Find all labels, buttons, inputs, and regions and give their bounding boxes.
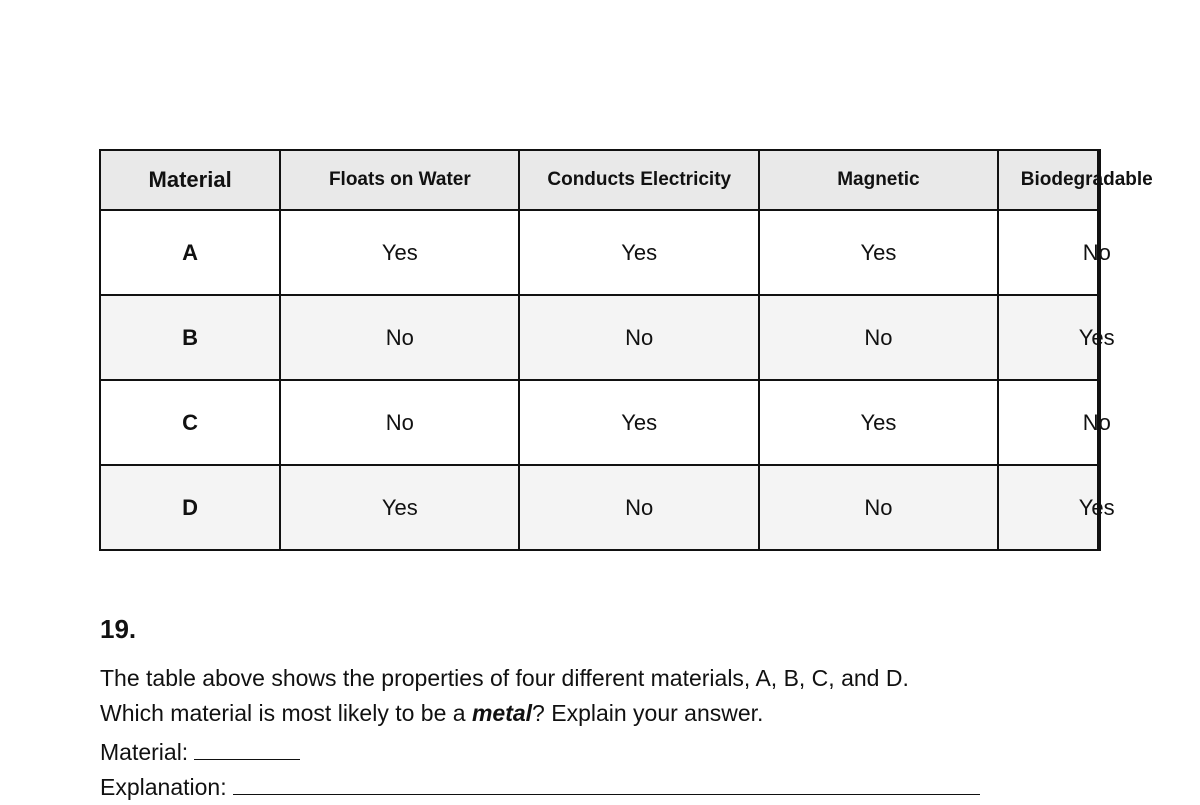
question-block [100,614,980,805]
conducts-value: Yes [519,380,759,465]
floats-value: No [280,295,519,380]
question-line-1: The table above shows the properties of four different materials, A, B, C, and D. [100,665,909,691]
metal-emphasis: metal [471,700,533,726]
header-magnetic: Magnetic [759,150,998,210]
header-biodegradable-cell [998,150,1153,210]
biodegradable-cell [998,465,1115,550]
properties-table [99,149,1153,551]
biodegradable-value: Yes [1078,494,1115,520]
biodegradable-cell [998,295,1115,380]
question-text [100,661,980,731]
conducts-value: Yes [519,210,759,295]
table-row [100,380,1098,465]
material-label: D [100,465,280,550]
material-label: B [100,295,280,380]
header-floats-on-water: Floats on Water [280,150,519,210]
biodegradable-cell [998,380,1111,465]
floats-value: Yes [280,465,519,550]
biodegradable-cell [998,210,1111,295]
material-label: A [100,210,280,295]
material-answer-blank[interactable] [194,737,300,760]
header-conducts-electricity: Conducts Electricity [519,150,759,210]
floats-value: No [280,380,519,465]
table-row [100,295,1098,380]
header-row [100,150,1098,210]
explanation-answer-blank[interactable] [233,772,980,795]
biodegradable-value: Yes [1078,324,1115,350]
conducts-value: No [519,295,759,380]
material-answer-line [100,735,980,770]
properties-grid [99,149,1153,551]
magnetic-value: Yes [759,380,998,465]
material-label: Material: [100,739,189,765]
table-row [100,210,1098,295]
header-biodegradable: Biodegradable [1020,169,1153,190]
question-line-2-start: Which material is most likely to be a [100,700,472,726]
biodegradable-value: No [1082,239,1111,265]
conducts-value: No [519,465,759,550]
question-line-2 [100,696,980,731]
floats-value: Yes [280,210,519,295]
table-row [100,465,1098,550]
magnetic-value: No [759,465,998,550]
question-line-2-end: ? Explain your answer. [532,700,764,726]
magnetic-value: Yes [759,210,998,295]
explanation-label: Explanation: [100,774,227,800]
biodegradable-value: No [1082,409,1111,435]
material-label: C [100,380,280,465]
header-material: Material [100,150,280,210]
question-number: 19. [100,614,137,644]
magnetic-value: No [759,295,998,380]
